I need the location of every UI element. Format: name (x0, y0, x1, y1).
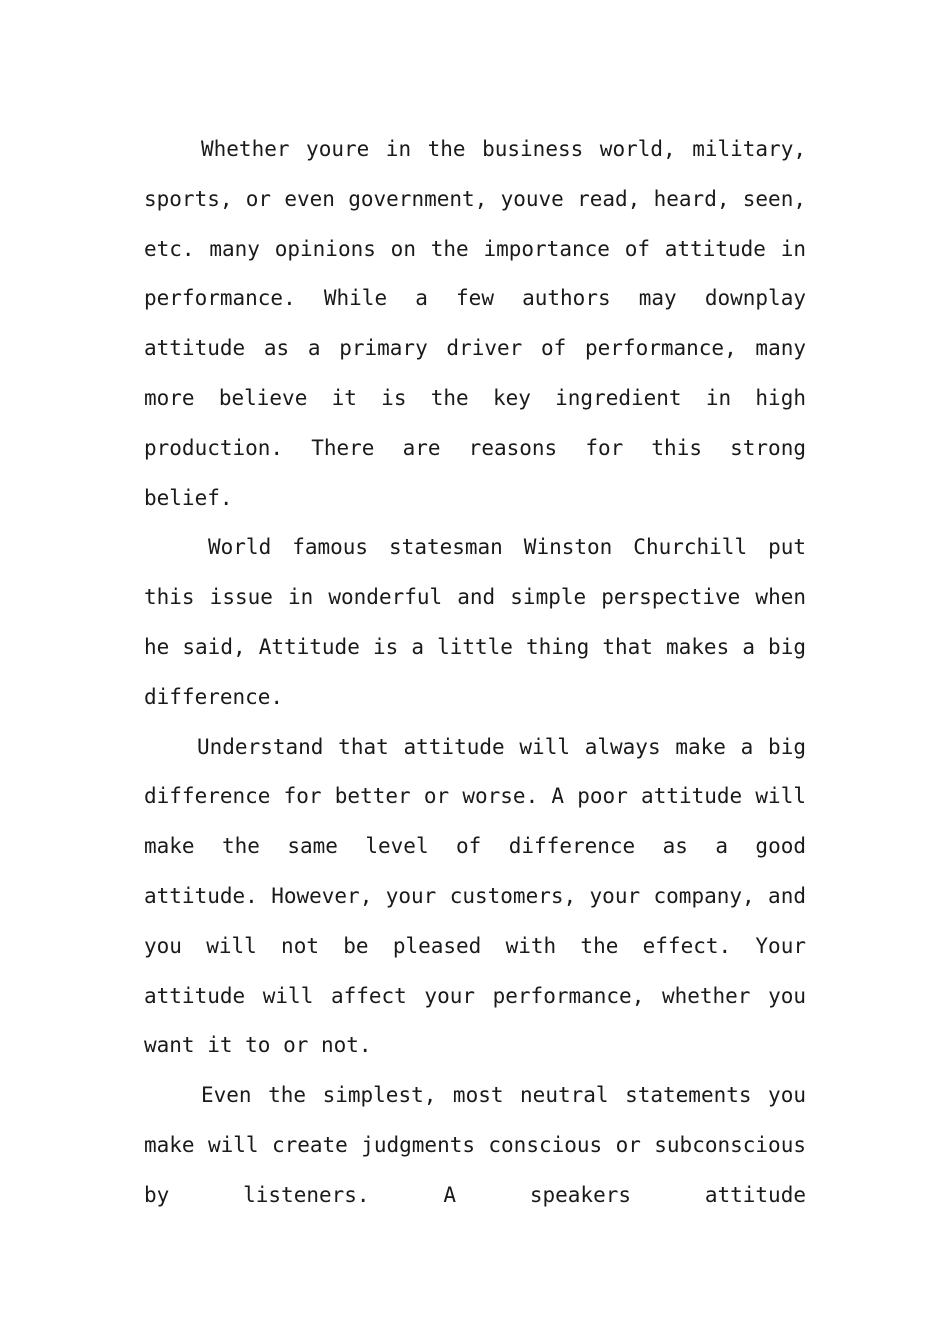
paragraph-attitude-intro: Whether youre in the business world, military, sports, or even government, youve read, heard, seen, etc. many opinions on the importance of attitude in performance. While a few authors may downplay attitude as a primary driver of performance, many more believe it is the key ingredient in high production. There are reasons for this strong belief. (144, 137, 806, 510)
document-body (144, 125, 806, 1221)
paragraph-big-difference: Understand that attitude will always make a big difference for better or worse. A poor attitude will make the same level of difference as a good attitude. However, your customers, your company, and you will not be pleased with the effect. Your attitude will affect your performance, whether you want it to or not. (144, 734, 806, 1058)
paragraph-neutral-statements: Even the simplest, most neutral statements you make will create judgments conscious or subconscious by listeners. A speakers attitude (144, 1083, 806, 1207)
paragraph-churchill-quote: World famous statesman Winston Churchill put this issue in wonderful and simple perspective when he said, Attitude is a little thing that makes a big difference. (144, 535, 806, 709)
